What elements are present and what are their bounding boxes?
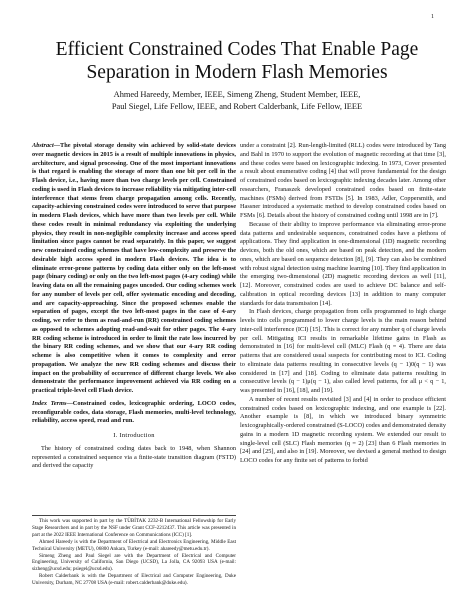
index-terms-text: —Constrained codes, lexicographic ordering, LOCO codes, reconfigurable codes, data storage, Flash memories, multi-level technology, reliability, access speed, read and run. [32,399,236,425]
left-column [32,142,236,471]
index-terms-label: Index Terms [32,399,67,407]
footnote-author-2: Simeng Zheng and Paul Siegel are with the Department of Electrical and Computer Engineering, University of California, San Diego (UCSD), La Jolla, CA 92093 USA (e-mail: sizheng@ucsd.edu; psiegel@ucsd.edu). [32,552,236,573]
index-terms [32,400,236,426]
body-paragraph: Because of their ability to improve performance via eliminating error-prone data patterns and undesirable sequences, constrained codes have a plethora of applications. They find application in one-dimensional (1D) magnetic recording devices, both the old ones, which are based on peak detection, and the modern ones, which are based on sequence detection [8], [9]. They can also be combined with robust signal detection using machine learning [10]. They find application in the emerging two-dimensional (2D) magnetic recording devices as well [11], [12]. Moreover, constrained codes are used to achieve DC balance and self-calibration in optical recording devices [13] in addition to many computer standards for data transmission [14]. [240,220,446,307]
intro-paragraph: The history of constrained coding dates back to 1948, when Shannon represented a constrained sequence via a finite-state transition diagram (FSTD) and derived the capacity [32,444,236,470]
authors-line-2: Paul Siegel, Life Fellow, IEEE, and Robert Calderbank, Life Fellow, IEEE [111,101,363,111]
page-number: 1 [431,14,434,20]
abstract-label: Abstract [32,142,54,149]
body-paragraph: A number of recent results revisited [3] and [4] in order to produce efficient constrained codes based on lexicographic indexing, and one example is [22]. Another example is [8], in which we introduced binary symmetric lexicographically-ordered constrained (S-LOCO) codes and demonstrated density gains in a modern 1D magnetic recording system. We extended our result to single-level cell (SLC) Flash memories (q = 2) [23] than 6 Flash memories in [24] and [25], and also in [19]. Moreover, we devised a general method to design LOCO codes for any finite set of patterns to forbid [240,395,446,464]
footnote-author-1: Ahmed Hareedy is with the Department of Electrical and Electronics Engineering, Middle East Technical University (METU), 06800 Ankara, Turkey (e-mail: ahareedy@metu.edu.tr). [32,538,236,552]
footnotes [32,515,236,587]
footnote-author-3: Robert Calderbank is with the Department of Electrical and Computer Engineering, Duke University, Durham, NC 27708 USA (e-mail: robert.calderbank@duke.edu). [32,573,236,587]
author-block [30,89,444,112]
right-column-body [240,142,446,466]
paper-title: Efficient Constrained Codes That Enable Page Separation in Modern Flash Memories [55,39,419,83]
abstract-text: —The pivotal storage density win achieved by solid-state devices over magnetic devices in 2015 is a result of multiple innovations in physics, architecture, and signal processing. One of the most important innovations is that regard is enabling the storage of more than one bit per cell in the Flash device, i.e., having more than two charge levels per cell. Constrained coding is used in Flash devices to increase reliability via mitigating inter-cell interference that stems from charge propagation among cells. Recently, capacity-achieving constrained codes were introduced to serve that purpose in modern Flash devices, which have more than two levels per cell. While these codes result in minimal redundancy via exploiting the underlying physics, they result in non-negligible complexity increase and access speed limitation since pages cannot be read separately. In this paper, we suggest new constrained coding schemes that have low-complexity and preserve the desirable high access speed in modern Flash devices. The idea is to eliminate error-prone patterns by coding data either only on the left-most page (binary coding) or only on the two left-most pages (4-ary coding) while leaving data on all the remaining pages uncoded. Our coding schemes work for any number of levels per cell, offer systematic encoding and decoding, and are capacity-approaching. Since the proposed schemes enable the separation of pages, except the two left-most pages in the case of 4-ary coding, we refer to them as read-and-run (RR) constrained coding schemes as opposed to schemes adopting read-and-wait for other pages. The 4-ary RR coding scheme is introduced in order to limit the rate loss incurred by the binary RR coding schemes, and we show that our 4-ary RR coding scheme is also competitive when it comes to complexity and error propagation. We analyze the new RR coding schemes and discuss their impact on the probability of occurrence of different charge levels. We also demonstrate the performance improvement achieved via RR coding on a practical triple-level cell Flash device. [32,142,236,394]
section-heading-introduction: I. Introduction [113,432,155,439]
abstract [32,142,236,396]
body-paragraph: under a constraint [2]. Run-length-limited (RLL) codes were introduced by Tang and Bahl in 1970 to support the evolution of magnetic recording at that time [3], and these codes were based on lexicographic indexing. In 1973, Cover presented a result about enumerative coding [4] that will prove fundamental for the design of constrained codes based on lexicographic indexing decades later. Among other researchers, Franaszek developed constrained codes based on finite-state machines (FSMs) derived from FSTDs [5]. In 1983, Adler, Coppersmith, and Hassner introduced a systematic method to develop constrained codes based on FSMs [6]. Details about the history of constrained coding until 1998 are in [7]. [240,142,446,219]
footnote-funding: This work was supported in part by the TÜBİTAK 2232-B International Fellowship for Early Stage Researchers and in part by the NSF under Grant CCF-2212437. This article was presented in part at the 2022 IEEE International Conference on Communications (ICC) [1]. [32,518,236,538]
body-paragraph: In Flash devices, charge propagation from cells programmed to high charge levels into cells programmed to lower charge levels is the main reason behind inter-cell interference (ICI) [15]. This is correct for any number q of charge levels per cell. Mitigating ICI results in remarkable lifetime gains in Flash as demonstrated in [16] for multi-level cell (MLC) Flash (q = 4). There are data patterns that are considered usual suspects for contributing most to ICI. Coding to eliminate data patterns resulting in consecutive levels (q − 1)0(q − 1) was considered in [17] and [18]. Coding to eliminate data patterns resulting in consecutive levels (q − 1)μ(q − 1), also called level patterns, for all μ < q − 1, was presented in [16], [18], and [19]. [240,308,446,394]
authors-line-1: Ahmed Hareedy, Member, IEEE, Simeng Zheng, Student Member, IEEE, [113,90,361,99]
